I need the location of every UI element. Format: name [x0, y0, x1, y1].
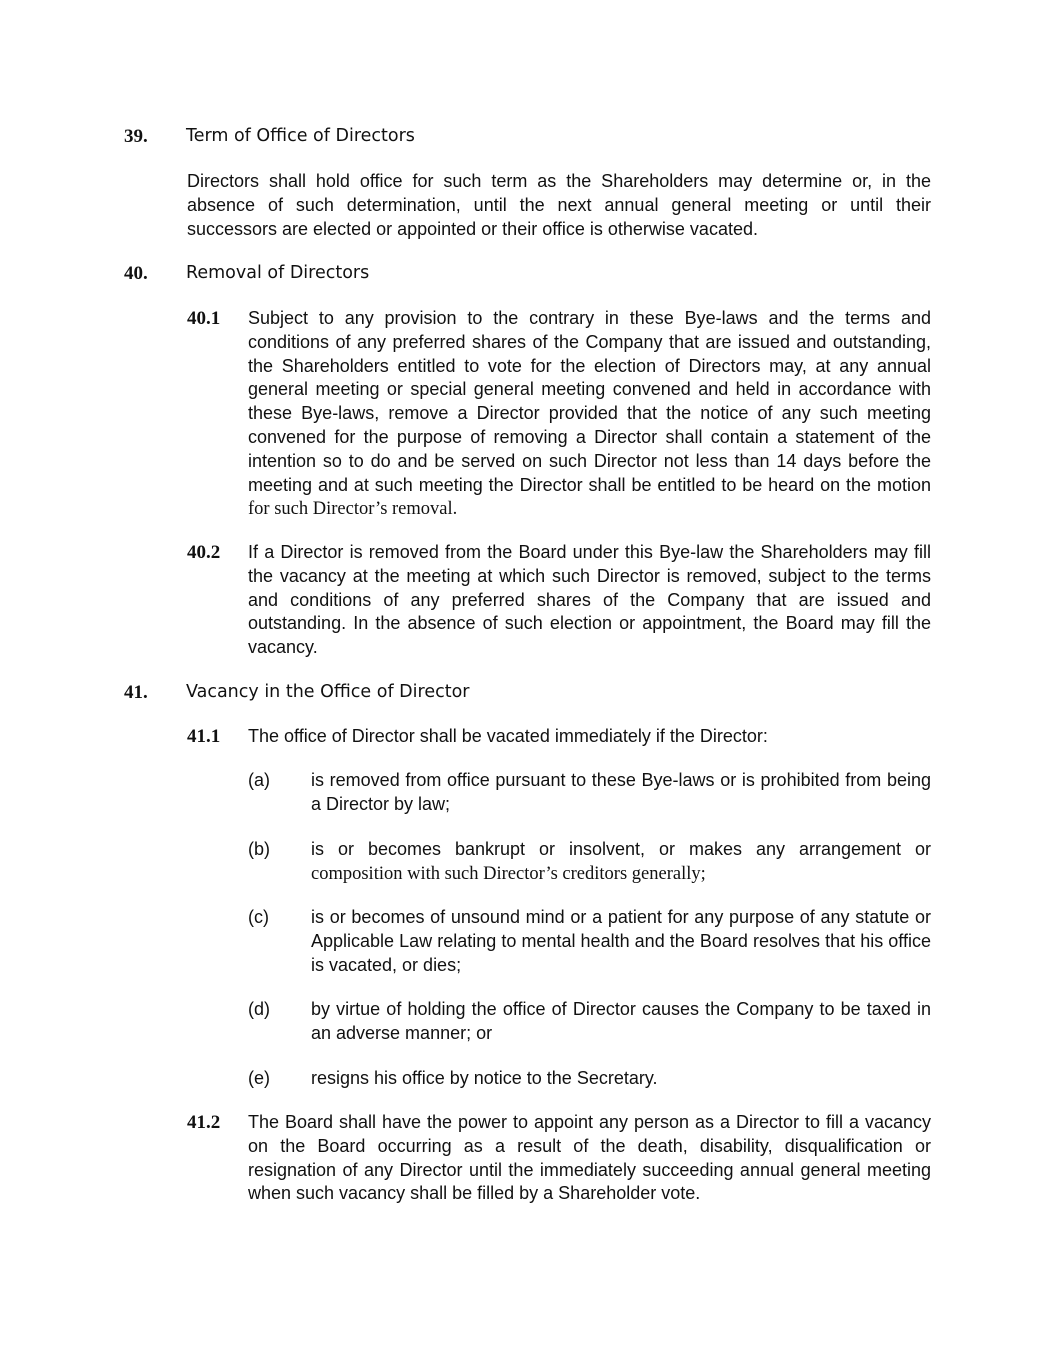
- clause-40-1-tail: for such Director’s removal.: [248, 499, 458, 520]
- item-c-label: (c): [248, 907, 269, 927]
- clause-40-1-number: 40.1: [187, 308, 221, 329]
- clause-41-1-text: The office of Director shall be vacated immediately if the Director:: [248, 726, 768, 746]
- clause-40-1-main: Subject to any provision to the contrary in these Bye-laws and the terms and conditions of any preferred shares of the Company that are issued and outstanding, the Shareholders entitled to vote for the election of Directors may, at any annual general meeting or special general meeting convened and held in accordance with these Bye-laws, remove a Director provided that the notice of any such meeting convened for the purpose of removing a Director shall contain a statement of the intention so to do and be served on such Director not less than 14 days before the meeting and at such meeting the Director shall be entitled to be heard on the motion: [248, 308, 931, 495]
- item-b-label: (b): [248, 839, 270, 859]
- item-d-label: (d): [248, 999, 270, 1019]
- section-39-heading: Term of Office of Directors: [186, 126, 415, 146]
- section-41-heading: Vacancy in the Office of Director: [186, 682, 470, 702]
- item-d-text: by virtue of holding the office of Director causes the Company to be taxed in an adverse manner; or: [311, 999, 931, 1043]
- clause-41-2-text: The Board shall have the power to appoint any person as a Director to fill a vacancy on the Board occurring as a result of the death, disability, disqualification or resignation of any Director until the immediately succeeding annual general meeting when such vacancy shall be filled by a Shareholder vote.: [248, 1112, 931, 1204]
- section-41-number: 41.: [124, 682, 148, 703]
- clause-40-1-text: [248, 307, 931, 522]
- item-a-label: (a): [248, 770, 270, 790]
- item-b-tail: composition with such Director’s creditors generally;: [311, 863, 706, 884]
- section-39-body: Directors shall hold office for such term as the Shareholders may determine or, in the absence of such determination, until the next annual general meeting or until their successors are elected or appointed or their office is otherwise vacated.: [187, 171, 931, 239]
- item-a-text: is removed from office pursuant to these Bye-laws or is prohibited from being a Director by law;: [311, 770, 931, 814]
- item-b-main: is or becomes bankrupt or insolvent, or makes any arrangement or: [311, 839, 931, 859]
- section-39-number: 39.: [124, 126, 148, 147]
- clause-40-2-text: If a Director is removed from the Board under this Bye-law the Shareholders may fill the vacancy at the meeting at which such Director is removed, subject to the terms and conditions of any preferred shares of the Company that are issued and outstanding. In the absence of such election or appointment, the Board may fill the vacancy.: [248, 542, 931, 658]
- item-b-text: [311, 838, 931, 887]
- clause-41-2-number: 41.2: [187, 1112, 221, 1133]
- item-e-label: (e): [248, 1068, 270, 1088]
- item-c-text: is or becomes of unsound mind or a patient for any purpose of any statute or Applicable Law relating to mental health and the Board resolves that his office is vacated, or dies;: [311, 907, 931, 975]
- section-40-number: 40.: [124, 263, 148, 284]
- section-40-heading: Removal of Directors: [186, 263, 370, 283]
- clause-41-1-number: 41.1: [187, 726, 221, 747]
- item-e-text: resigns his office by notice to the Secretary.: [311, 1068, 658, 1088]
- clause-40-2-number: 40.2: [187, 542, 221, 563]
